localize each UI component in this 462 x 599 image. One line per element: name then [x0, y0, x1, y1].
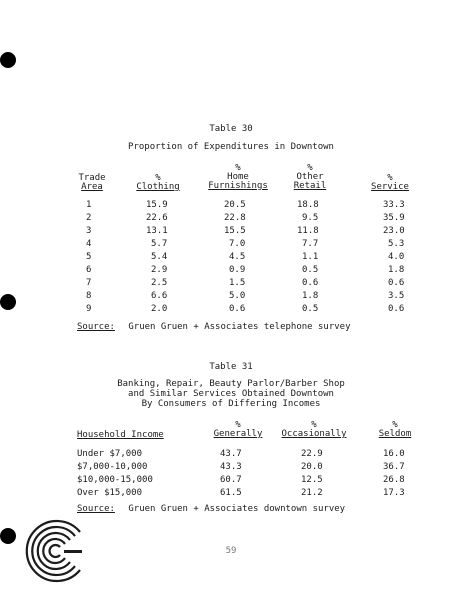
table-30-caption: Proportion of Expenditures in Downtown — [128, 142, 334, 152]
other-retail-cell: 1.1 — [302, 252, 319, 262]
service-cell: 33.3 — [383, 200, 405, 210]
seldom-cell: 26.8 — [383, 475, 405, 485]
clothing-cell: 2.9 — [151, 265, 168, 275]
generally-cell: 60.7 — [220, 475, 242, 485]
table-30-source — [77, 322, 351, 333]
seldom-cell: 17.3 — [383, 488, 405, 498]
other-retail-cell: 0.5 — [302, 304, 319, 314]
occasionally-cell: 12.5 — [301, 475, 323, 485]
home-furnishings-cell: 20.5 — [224, 200, 246, 210]
trade-area-cell: 8 — [86, 291, 92, 301]
service-cell: 0.6 — [388, 304, 405, 314]
source-text: Gruen Gruen + Associates downtown survey — [128, 504, 346, 514]
source-label: Source: — [77, 322, 115, 332]
clothing-cell: 5.7 — [151, 239, 168, 249]
income-cell: Under $7,000 — [77, 449, 143, 459]
other-retail-cell: 18.8 — [297, 200, 319, 210]
source-text: Gruen Gruen + Associates telephone survey — [128, 322, 351, 332]
generally-cell: 43.7 — [220, 449, 242, 459]
income-cell: $10,000-15,000 — [77, 475, 153, 485]
home-furnishings-cell: 15.5 — [224, 226, 246, 236]
trade-area-cell: 6 — [86, 265, 92, 275]
home-furnishings-cell: 0.9 — [229, 265, 246, 275]
clothing-cell: 2.0 — [151, 304, 168, 314]
generally-cell: 61.5 — [220, 488, 242, 498]
binder-hole-top — [0, 52, 16, 68]
table-31-title: Table 31 — [209, 362, 253, 372]
home-furnishings-cell: 22.8 — [224, 213, 246, 223]
generally-cell: 43.3 — [220, 462, 242, 472]
trade-area-cell: 9 — [86, 304, 92, 314]
other-retail-cell: 1.8 — [302, 291, 319, 301]
home-furnishings-cell: 1.5 — [229, 278, 246, 288]
occasionally-cell: 20.0 — [301, 462, 323, 472]
occasionally-cell: 21.2 — [301, 488, 323, 498]
service-cell: 5.3 — [388, 239, 405, 249]
binder-hole-middle — [0, 294, 16, 310]
header-occasionally: % Occasionally — [281, 420, 347, 439]
seldom-cell: 16.0 — [383, 449, 405, 459]
binder-hole-bottom — [0, 528, 16, 544]
header-service: % Service — [371, 173, 409, 192]
service-cell: 23.0 — [383, 226, 405, 236]
service-cell: 1.8 — [388, 265, 405, 275]
service-cell: 35.9 — [383, 213, 405, 223]
trade-area-cell: 2 — [86, 213, 92, 223]
home-furnishings-cell: 7.0 — [229, 239, 246, 249]
clothing-cell: 22.6 — [146, 213, 168, 223]
clothing-cell: 6.6 — [151, 291, 168, 301]
page-number: 59 — [225, 546, 237, 556]
clothing-cell: 15.9 — [146, 200, 168, 210]
trade-area-cell: 7 — [86, 278, 92, 288]
table-30-title: Table 30 — [209, 124, 253, 134]
other-retail-cell: 11.8 — [297, 226, 319, 236]
trade-area-cell: 4 — [86, 239, 92, 249]
header-other-retail: % Other Retail — [293, 163, 327, 191]
seldom-cell: 36.7 — [383, 462, 405, 472]
service-cell: 0.6 — [388, 278, 405, 288]
other-retail-cell: 9.5 — [302, 213, 319, 223]
income-cell: Over $15,000 — [77, 488, 143, 498]
header-trade-area: Trade Area — [78, 173, 106, 192]
header-clothing: % Clothing — [136, 173, 180, 192]
clothing-cell: 5.4 — [151, 252, 168, 262]
home-furnishings-cell: 4.5 — [229, 252, 246, 262]
service-cell: 3.5 — [388, 291, 405, 301]
income-cell: $7,000-10,000 — [77, 462, 148, 472]
trade-area-cell: 1 — [86, 200, 92, 210]
home-furnishings-cell: 0.6 — [229, 304, 246, 314]
table-31-caption: Banking, Repair, Beauty Parlor/Barber Shop and Similar Services Obtained Downtown By Consumers of Differing Incomes — [117, 379, 345, 409]
header-household-income: Household Income — [77, 430, 164, 440]
header-generally: % Generally — [213, 420, 263, 439]
service-cell: 4.0 — [388, 252, 405, 262]
source-label: Source: — [77, 504, 115, 514]
table-31-source — [77, 504, 345, 515]
home-furnishings-cell: 5.0 — [229, 291, 246, 301]
other-retail-cell: 7.7 — [302, 239, 319, 249]
clothing-cell: 13.1 — [146, 226, 168, 236]
header-home-furnishings: % Home Furnishings — [208, 163, 268, 191]
header-seldom: % Seldom — [378, 420, 412, 439]
other-retail-cell: 0.6 — [302, 278, 319, 288]
other-retail-cell: 0.5 — [302, 265, 319, 275]
trade-area-cell: 3 — [86, 226, 92, 236]
clothing-cell: 2.5 — [151, 278, 168, 288]
occasionally-cell: 22.9 — [301, 449, 323, 459]
trade-area-cell: 5 — [86, 252, 92, 262]
